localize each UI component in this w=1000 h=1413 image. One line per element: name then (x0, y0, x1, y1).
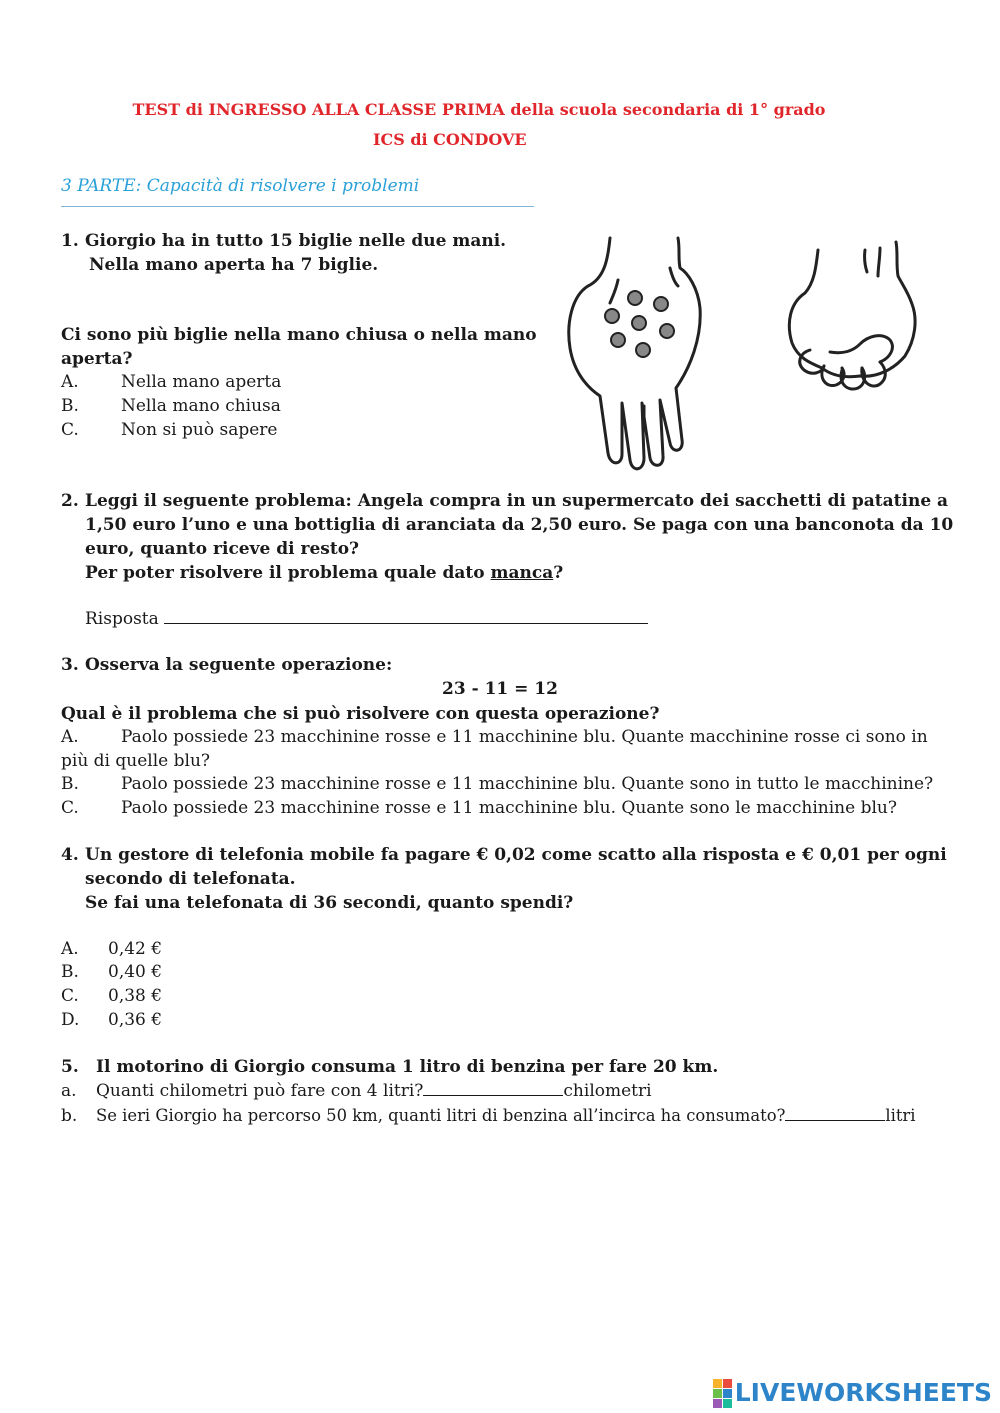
school-name: ICS di CONDOVE (373, 130, 527, 149)
q3-question: Qual è il problema che si può risolvere con questa operazione? (61, 704, 660, 724)
q5-part-a: a. Quanti chilometri può fare con 4 litri? chilometri (61, 1081, 652, 1101)
marble (636, 343, 650, 357)
q4-option-b[interactable]: B. 0,40 € (61, 962, 163, 982)
marble (605, 309, 619, 323)
marble (611, 333, 625, 347)
q4-number: 4. (61, 845, 79, 865)
q1-line2: Nella mano aperta ha 7 biglie. (89, 255, 379, 275)
q3-option-c[interactable]: C. Paolo possiede 23 macchinine rosse e 11 macchinine blu. Quante sono le macchinine blu? (61, 798, 897, 818)
q5-number: 5. (61, 1057, 79, 1077)
section-divider (61, 206, 534, 207)
q5-b-answer-input[interactable] (785, 1104, 885, 1121)
q4-line3: Se fai una telefonata di 36 secondi, quanto spendi? (85, 893, 574, 913)
q4-line2: secondo di telefonata. (85, 869, 296, 889)
marble (628, 291, 642, 305)
q5-line1: 5. Il motorino di Giorgio consuma 1 litro di benzina per fare 20 km. (61, 1057, 719, 1077)
q1-line1: 1. Giorgio ha in tutto 15 biglie nelle due mani. (61, 231, 507, 251)
q3-option-a[interactable]: A. Paolo possiede 23 macchinine rosse e 11 macchinine blu. Quante macchinine rosse ci sono in più di quelle blu? (61, 727, 928, 771)
marbles (605, 291, 674, 357)
q3-option-b[interactable]: B. Paolo possiede 23 macchinine rosse e 11 macchinine blu. Quante sono in tutto le macchinine? (61, 774, 934, 794)
q2-line3: euro, quanto riceve di resto? (85, 539, 359, 559)
q2-answer-label: Risposta (85, 609, 159, 629)
q4-option-c[interactable]: C. 0,38 € (61, 986, 163, 1006)
q2-line1: 2. Leggi il seguente problema: Angela compra in un supermercato dei sacchetti di patatine a (61, 491, 949, 511)
q3-operation: 23 - 11 = 12 (442, 679, 558, 699)
q2-answer (85, 607, 648, 631)
q1-question-line1: Ci sono più biglie nella mano chiusa o nella mano (61, 325, 537, 345)
q3-line1: 3. Osserva la seguente operazione: (61, 655, 393, 675)
q5-a-answer-input[interactable] (423, 1079, 563, 1096)
liveworksheets-logo[interactable] (713, 1378, 992, 1408)
closed-hand-outline (789, 242, 915, 377)
section-title: 3 PARTE: Capacità di risolvere i problemi (61, 176, 420, 196)
open-hand-outline (569, 238, 700, 469)
q4-line1: 4. Un gestore di telefonia mobile fa pagare € 0,02 come scatto alla risposta e € 0,01 per ogni (61, 845, 947, 865)
q5-part-b: b. Se ieri Giorgio ha percorso 50 km, quanti litri di benzina all’incirca ha consumato? litri (61, 1106, 916, 1126)
q4-option-a[interactable]: A. 0,42 € (61, 939, 163, 959)
q1-question-line2: aperta? (61, 349, 133, 369)
document-title: TEST di INGRESSO ALLA CLASSE PRIMA della scuola secondaria di 1° grado (132, 100, 826, 119)
logo-mark-icon (713, 1379, 732, 1408)
marble (632, 316, 646, 330)
q4-option-d[interactable]: D. 0,36 € (61, 1010, 163, 1030)
q2-line4: Per poter risolvere il problema quale dato manca? (85, 563, 564, 583)
logo-text: LIVEWORKSHEETS (734, 1378, 992, 1407)
marble (660, 324, 674, 338)
q1-number: 1. (61, 231, 79, 251)
q2-number: 2. (61, 491, 79, 511)
marble (654, 297, 668, 311)
hands-illustration (560, 228, 930, 473)
q2-answer-input[interactable] (164, 607, 648, 624)
q3-number: 3. (61, 655, 79, 675)
q2-line2: 1,50 euro l’uno e una bottiglia di aranciata da 2,50 euro. Se paga con una banconota da 10 (85, 515, 954, 535)
